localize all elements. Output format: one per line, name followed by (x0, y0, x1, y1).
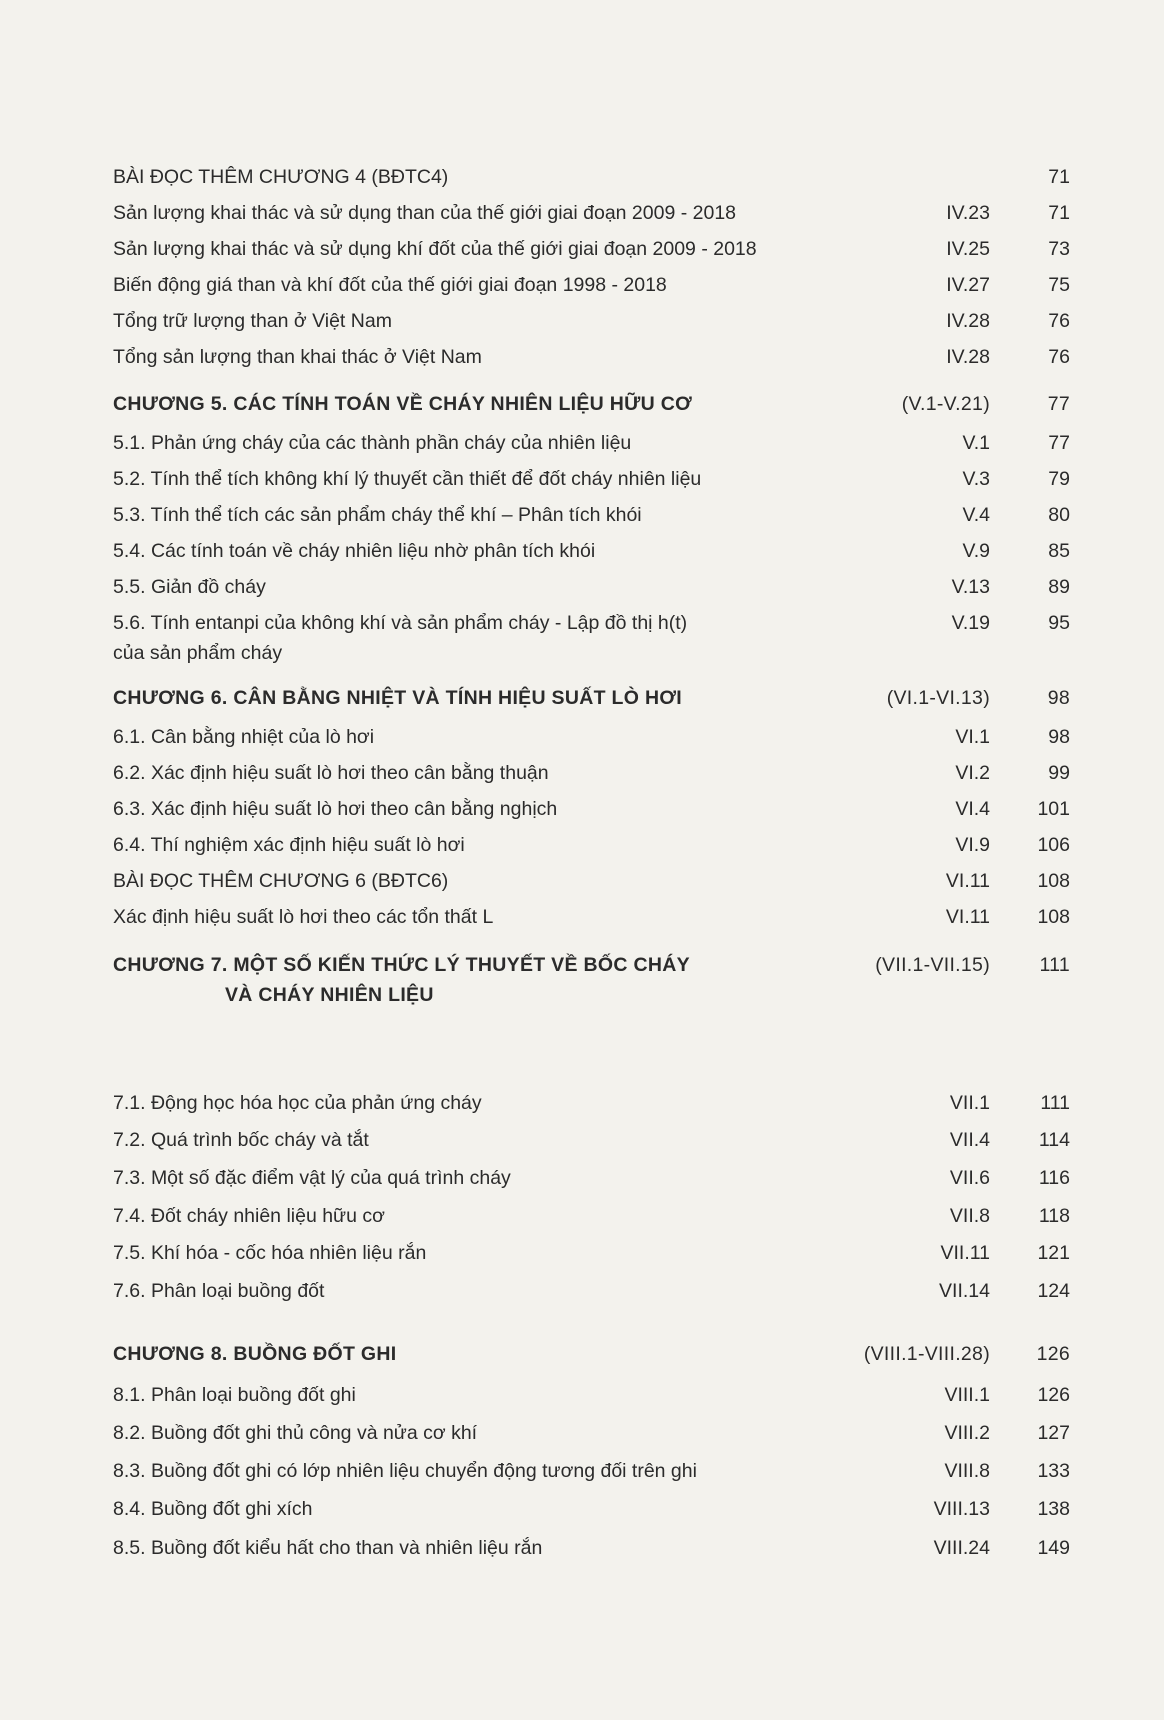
toc-code: VI.11 (945, 906, 990, 928)
toc-entry (113, 758, 1070, 788)
toc-title: BÀI ĐỌC THÊM CHƯƠNG 4 (BĐTC4) (113, 166, 449, 188)
toc-entry (113, 162, 1070, 192)
toc-entry (113, 572, 1070, 602)
toc-title-continuation: VÀ CHÁY NHIÊN LIỆU (225, 984, 434, 1006)
toc-page: 108 (1037, 870, 1070, 892)
toc-code: (VIII.1-VIII.28) (863, 1343, 990, 1365)
toc-title: CHƯƠNG 7. MỘT SỐ KIẾN THỨC LÝ THUYẾT VỀ BỐC CHÁY (113, 954, 690, 976)
toc-code: VII.1 (949, 1092, 990, 1114)
toc-entry (113, 1456, 1070, 1486)
toc-title: 7.6. Phân loại buồng đốt (113, 1280, 325, 1302)
toc-code: (VI.1-VI.13) (886, 687, 990, 709)
toc-title: 5.2. Tính thể tích không khí lý thuyết cần thiết để đốt cháy nhiên liệu (113, 468, 702, 490)
toc-title: 5.3. Tính thể tích các sản phẩm cháy thể khí – Phân tích khói (113, 504, 642, 526)
toc-page: 108 (1037, 906, 1070, 928)
toc-code: VIII.8 (944, 1460, 990, 1482)
toc-page: 77 (1047, 393, 1070, 415)
toc-title: 5.5. Giản đồ cháy (113, 576, 266, 598)
toc-page: 111 (1039, 954, 1070, 976)
toc-code: V.3 (962, 468, 990, 490)
toc-title: 7.3. Một số đặc điểm vật lý của quá trình cháy (113, 1167, 511, 1189)
toc-code: (VII.1-VII.15) (875, 954, 990, 976)
toc-entry (113, 1533, 1070, 1563)
toc-page: 77 (1048, 432, 1070, 454)
toc-entry (113, 1380, 1070, 1410)
toc-code: VII.11 (940, 1242, 990, 1264)
toc-code: (V.1-V.21) (901, 393, 990, 415)
toc-page: 133 (1037, 1460, 1070, 1482)
toc-title: 5.4. Các tính toán về cháy nhiên liệu nhờ phân tích khói (113, 540, 596, 562)
toc-code: VIII.2 (944, 1422, 990, 1444)
toc-entry (113, 1418, 1070, 1448)
toc-title: CHƯƠNG 5. CÁC TÍNH TOÁN VỀ CHÁY NHIÊN LIỆU HỮU CƠ (113, 393, 693, 415)
toc-title: 6.3. Xác định hiệu suất lò hơi theo cân bằng nghịch (113, 798, 558, 820)
toc-title: 6.2. Xác định hiệu suất lò hơi theo cân bằng thuận (113, 762, 549, 784)
toc-page: 95 (1048, 612, 1070, 634)
toc-code: VI.11 (945, 870, 990, 892)
toc-title: 6.1. Cân bằng nhiệt của lò hơi (113, 726, 375, 748)
toc-code: VI.9 (955, 834, 990, 856)
toc-title: 5.6. Tính entanpi của không khí và sản phẩm cháy - Lập đồ thị h(t) (113, 612, 688, 634)
toc-code: VI.4 (955, 798, 990, 820)
toc-entry (113, 830, 1070, 860)
toc-page: 111 (1040, 1092, 1070, 1114)
toc-page: 76 (1048, 310, 1070, 332)
toc-entry (113, 608, 1070, 668)
toc-page: 127 (1037, 1422, 1070, 1444)
toc-code: VII.4 (949, 1129, 990, 1151)
toc-code: VIII.13 (933, 1498, 990, 1520)
toc-entry (113, 234, 1070, 264)
toc-code: VII.8 (949, 1205, 990, 1227)
toc-code: V.4 (962, 504, 990, 526)
toc-title: Biến động giá than và khí đốt của thế giới giai đoạn 1998 - 2018 (113, 274, 667, 296)
toc-code: V.9 (962, 540, 990, 562)
toc-page: 124 (1037, 1280, 1070, 1302)
toc-entry (113, 1238, 1070, 1268)
toc-title: 8.3. Buồng đốt ghi có lớp nhiên liệu chuyển động tương đối trên ghi (113, 1460, 697, 1482)
toc-page: 98 (1048, 726, 1070, 748)
toc-page: 80 (1048, 504, 1070, 526)
toc-page: 75 (1048, 274, 1070, 296)
toc-page: 101 (1037, 798, 1070, 820)
toc-page: 126 (1036, 1343, 1070, 1365)
toc-page: 118 (1038, 1205, 1070, 1227)
toc-entry (113, 306, 1070, 336)
toc-entry (113, 198, 1070, 228)
toc-title: 7.1. Động học hóa học của phản ứng cháy (113, 1092, 482, 1114)
toc-title: 8.4. Buồng đốt ghi xích (113, 1498, 313, 1520)
toc-entry (113, 794, 1070, 824)
toc-page: 98 (1047, 687, 1070, 709)
toc-title: CHƯƠNG 8. BUỒNG ĐỐT GHI (113, 1343, 397, 1365)
toc-page: 99 (1048, 762, 1070, 784)
toc-code: VI.2 (955, 762, 990, 784)
toc-entry (113, 1276, 1070, 1306)
toc-code: IV.28 (946, 346, 990, 368)
toc-code: IV.27 (946, 274, 990, 296)
toc-entry (113, 1201, 1070, 1231)
toc-title: CHƯƠNG 6. CÂN BẰNG NHIỆT VÀ TÍNH HIỆU SUẤT LÒ HƠI (113, 687, 682, 709)
toc-entry (113, 270, 1070, 300)
toc-code: V.19 (951, 612, 990, 634)
toc-title: 7.4. Đốt cháy nhiên liệu hữu cơ (113, 1205, 385, 1227)
toc-page: 71 (1048, 202, 1070, 224)
toc-entry (113, 428, 1070, 458)
toc-chapter-heading (113, 950, 1070, 1010)
toc-chapter-heading (113, 389, 1070, 419)
toc-code: VII.6 (949, 1167, 990, 1189)
toc-page: 106 (1037, 834, 1070, 856)
toc-title: 5.1. Phản ứng cháy của các thành phần cháy của nhiên liệu (113, 432, 632, 454)
toc-title: BÀI ĐỌC THÊM CHƯƠNG 6 (BĐTC6) (113, 870, 449, 892)
toc-title-continuation: của sản phẩm cháy (113, 642, 283, 664)
toc-entry (113, 536, 1070, 566)
toc-page: 138 (1037, 1498, 1070, 1520)
toc-page: 121 (1037, 1242, 1070, 1264)
toc-title: Tổng trữ lượng than ở Việt Nam (113, 310, 392, 332)
toc-title: Sản lượng khai thác và sử dụng than của thế giới giai đoạn 2009 - 2018 (113, 202, 737, 224)
toc-code: IV.23 (946, 202, 990, 224)
toc-page: 71 (1048, 166, 1070, 188)
toc-title: 6.4. Thí nghiệm xác định hiệu suất lò hơi (113, 834, 465, 856)
toc-entry (113, 1163, 1070, 1193)
toc-code: IV.28 (946, 310, 990, 332)
toc-page: 126 (1037, 1384, 1070, 1406)
toc-title: 7.5. Khí hóa - cốc hóa nhiên liệu rắn (113, 1242, 427, 1264)
toc-title: 8.1. Phân loại buồng đốt ghi (113, 1384, 356, 1406)
toc-code: VIII.24 (933, 1537, 990, 1559)
toc-entry (113, 500, 1070, 530)
toc-code: VII.14 (939, 1280, 990, 1302)
toc-page: 85 (1048, 540, 1070, 562)
toc-entry (113, 342, 1070, 372)
toc-page: 89 (1048, 576, 1070, 598)
toc-title: Tổng sản lượng than khai thác ở Việt Nam (113, 346, 482, 368)
toc-page: 149 (1037, 1537, 1070, 1559)
toc-entry (113, 1088, 1070, 1118)
toc-entry (113, 464, 1070, 494)
toc-entry (113, 1125, 1070, 1155)
toc-page: 73 (1048, 238, 1070, 260)
toc-entry (113, 902, 1070, 932)
toc-chapter-heading (113, 1339, 1070, 1369)
toc-entry (113, 1494, 1070, 1524)
toc-code: VI.1 (955, 726, 990, 748)
toc-entry (113, 722, 1070, 752)
toc-title: 7.2. Quá trình bốc cháy và tắt (113, 1129, 369, 1151)
toc-page: 116 (1038, 1167, 1070, 1189)
toc-code: VIII.1 (944, 1384, 990, 1406)
toc-title: 8.5. Buồng đốt kiểu hất cho than và nhiên liệu rắn (113, 1537, 543, 1559)
toc-code: V.1 (962, 432, 990, 454)
toc-code: IV.25 (946, 238, 990, 260)
toc-chapter-heading (113, 683, 1070, 713)
toc-entry (113, 866, 1070, 896)
toc-code: V.13 (951, 576, 990, 598)
toc-page: 79 (1048, 468, 1070, 490)
toc-title: Xác định hiệu suất lò hơi theo các tổn thất L (113, 906, 494, 928)
toc-page: 76 (1048, 346, 1070, 368)
toc-page: 114 (1038, 1129, 1070, 1151)
toc-title: 8.2. Buồng đốt ghi thủ công và nửa cơ khí (113, 1422, 478, 1444)
toc-title: Sản lượng khai thác và sử dụng khí đốt của thế giới giai đoạn 2009 - 2018 (113, 238, 757, 260)
